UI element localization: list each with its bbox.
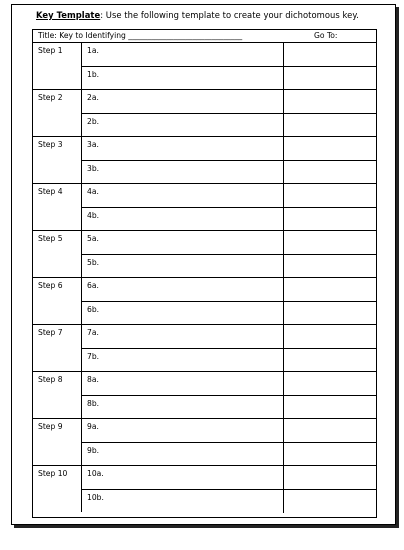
goto-cell[interactable] [284,114,376,137]
step-label: Step 8 [33,372,82,418]
goto-cell[interactable] [284,490,376,513]
goto-cell[interactable] [284,325,376,349]
goto-cell[interactable] [284,231,376,255]
key-template-table [32,29,377,518]
step-row [33,466,376,512]
step-row [33,419,376,466]
couplet-b[interactable]: 8b. [82,396,284,419]
goto-cell[interactable] [284,349,376,372]
instruction-text: : Use the following template to create your dichotomous key. [100,10,359,20]
goto-cell[interactable] [284,466,376,490]
couplet-b[interactable]: 7b. [82,349,284,372]
goto-cell[interactable] [284,161,376,184]
couplet-a[interactable]: 8a. [82,372,284,396]
couplet-b[interactable]: 6b. [82,302,284,325]
goto-cell[interactable] [284,278,376,302]
couplet-b[interactable]: 3b. [82,161,284,184]
title-row [33,30,376,43]
couplet-a[interactable]: 4a. [82,184,284,208]
goto-cell[interactable] [284,255,376,278]
couplet-b[interactable]: 9b. [82,443,284,466]
step-row [33,325,376,372]
step-label: Step 3 [33,137,82,183]
goto-cell[interactable] [284,372,376,396]
goto-header: Go To: [314,31,338,40]
goto-cell[interactable] [284,419,376,443]
goto-cell[interactable] [284,184,376,208]
goto-cell[interactable] [284,396,376,419]
worksheet-page [11,4,396,525]
couplet-a[interactable]: 6a. [82,278,284,302]
step-label: Step 4 [33,184,82,230]
couplet-b[interactable]: 10b. [82,490,284,513]
steps-container [33,43,376,512]
couplet-b[interactable]: 1b. [82,67,284,90]
goto-cell[interactable] [284,67,376,90]
couplet-b[interactable]: 5b. [82,255,284,278]
instruction-label: Key Template [36,10,101,20]
step-row [33,231,376,278]
couplet-a[interactable]: 1a. [82,43,284,67]
goto-cell[interactable] [284,137,376,161]
step-label: Step 7 [33,325,82,371]
couplet-a[interactable]: 3a. [82,137,284,161]
key-title: Title: Key to Identifying ______________________________ [38,31,243,40]
step-row [33,278,376,325]
step-label: Step 1 [33,43,82,89]
step-row [33,43,376,90]
goto-cell[interactable] [284,443,376,466]
step-label: Step 9 [33,419,82,465]
goto-cell[interactable] [284,90,376,114]
goto-cell[interactable] [284,43,376,67]
step-row [33,90,376,137]
couplet-a[interactable]: 10a. [82,466,284,490]
couplet-b[interactable]: 2b. [82,114,284,137]
step-label: Step 2 [33,90,82,136]
couplet-a[interactable]: 9a. [82,419,284,443]
goto-cell[interactable] [284,208,376,231]
step-row [33,372,376,419]
step-label: Step 5 [33,231,82,277]
instruction-line [36,10,359,20]
couplet-a[interactable]: 7a. [82,325,284,349]
couplet-a[interactable]: 2a. [82,90,284,114]
step-label: Step 6 [33,278,82,324]
step-label: Step 10 [33,466,82,512]
couplet-a[interactable]: 5a. [82,231,284,255]
goto-cell[interactable] [284,302,376,325]
step-row [33,184,376,231]
step-row [33,137,376,184]
couplet-b[interactable]: 4b. [82,208,284,231]
